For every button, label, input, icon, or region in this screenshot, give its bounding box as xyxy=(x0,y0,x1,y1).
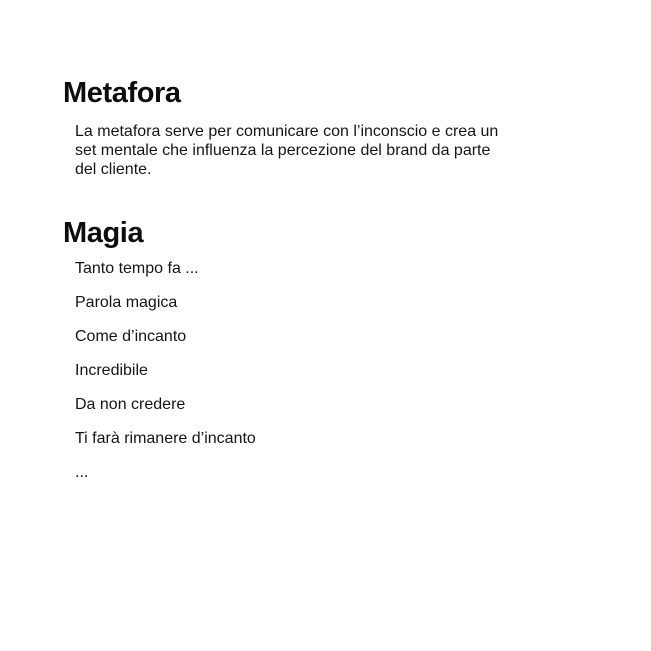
metafora-paragraph xyxy=(75,122,498,179)
heading-magia: Magia xyxy=(63,217,144,249)
list-item: Tanto tempo fa ... xyxy=(75,260,199,277)
list-item: Come d’incanto xyxy=(75,328,187,345)
paragraph-line: La metafora serve per comunicare con l’inconscio e crea un xyxy=(75,123,499,140)
list-item: ... xyxy=(75,464,89,481)
list-item: Ti farà rimanere d’incanto xyxy=(75,430,256,447)
magia-list xyxy=(75,259,256,482)
list-item: Parola magica xyxy=(75,294,178,311)
paragraph-line: set mentale che influenza la percezione del brand da parte xyxy=(75,142,491,159)
paragraph-line: del cliente. xyxy=(75,161,152,178)
list-item: Incredibile xyxy=(75,362,148,379)
list-item: Da non credere xyxy=(75,396,186,413)
heading-metafora: Metafora xyxy=(63,77,181,109)
